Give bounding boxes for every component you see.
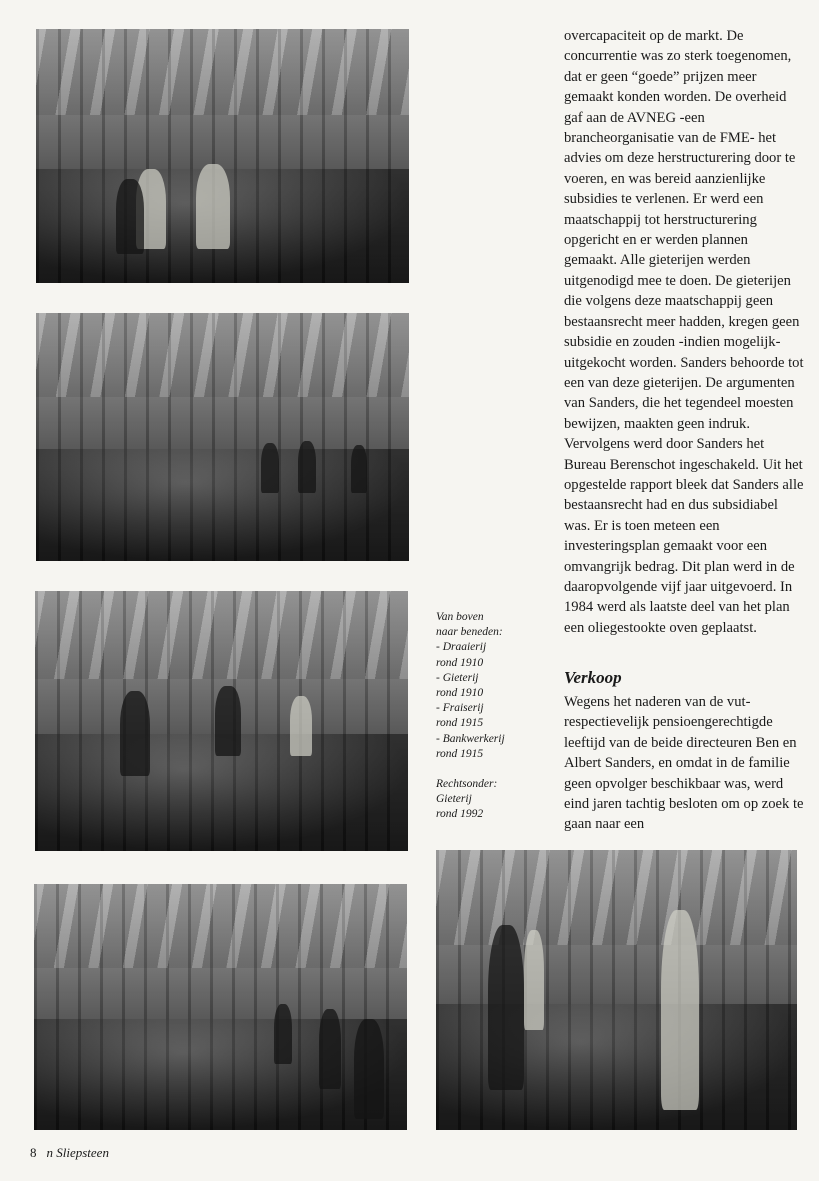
photo-caption-left: Van boven naar beneden: - Draaierij rond 1910 - Gieterij rond 1910 - Fraiserij rond 1915 - Bankwerkerij rond 1915 xyxy=(436,611,505,760)
photo-gieterij-1910 xyxy=(36,313,409,561)
page-number: 8 xyxy=(30,1145,37,1160)
publication-name: n Sliepsteen xyxy=(46,1145,109,1160)
article-paragraph-1: overcapaciteit op de markt. De concurrentie was zo sterk toegenomen, dat er geen “goede” prijzen meer gemaakt konden worden. De overheid gaf aan de AVNEG -een brancheorganisatie van de FME- het advies om deze herstructurering door te voeren, en was bereid aanzienlijke subsidies te verlenen. Er werd een maatschappij tot herstructurering opgericht en er werden plannen gemaakt. Alle gieterijen werden uitgenodigd mee te doen. De gieterijen die volgens deze maatschappij geen bestaansrecht meer hadden, kregen geen subsidie en zouden -indien mogelijk- uitgekocht worden. Sanders behoorde tot een van deze gieterijen. De argumenten van Sanders, die het tegendeel moesten bewijzen, maakten geen indruk. Vervolgens werd door Sanders het Bureau Berenschot ingeschakeld. Uit het opgestelde rapport bleek dat Sanders alle bestaansrecht had en dus subsidiabel was. Er is toen meteen een investeringsplan gemaakt voor een omvangrijk bedrag. Dit plan werd in de daaropvolgende vijf jaar uitgevoerd. In 1984 werd als laatste deel van het plan een oliegestookte oven geplaatst. xyxy=(564,28,804,636)
article-paragraph-2: Wegens het naderen van de vut- respectievelijk pensioengerechtigde leeftijd van de beide directeuren Ben en Albert Sanders, en omdat in de familie geen opvolger beschikbaar was, werd eind jaren tachtig besloten om op zoek te gaan naar een xyxy=(564,694,804,833)
photo-gieterij-1992 xyxy=(436,850,797,1130)
photo-bankwerkerij xyxy=(34,884,407,1130)
section-heading-verkoop: Verkoop xyxy=(564,668,622,687)
photo-caption-right-bottom: Rechtsonder: Gieterij rond 1992 xyxy=(436,778,498,821)
page-footer xyxy=(30,1145,109,1161)
photo-draaierij xyxy=(36,29,409,283)
photo-fraiserij xyxy=(35,591,408,851)
